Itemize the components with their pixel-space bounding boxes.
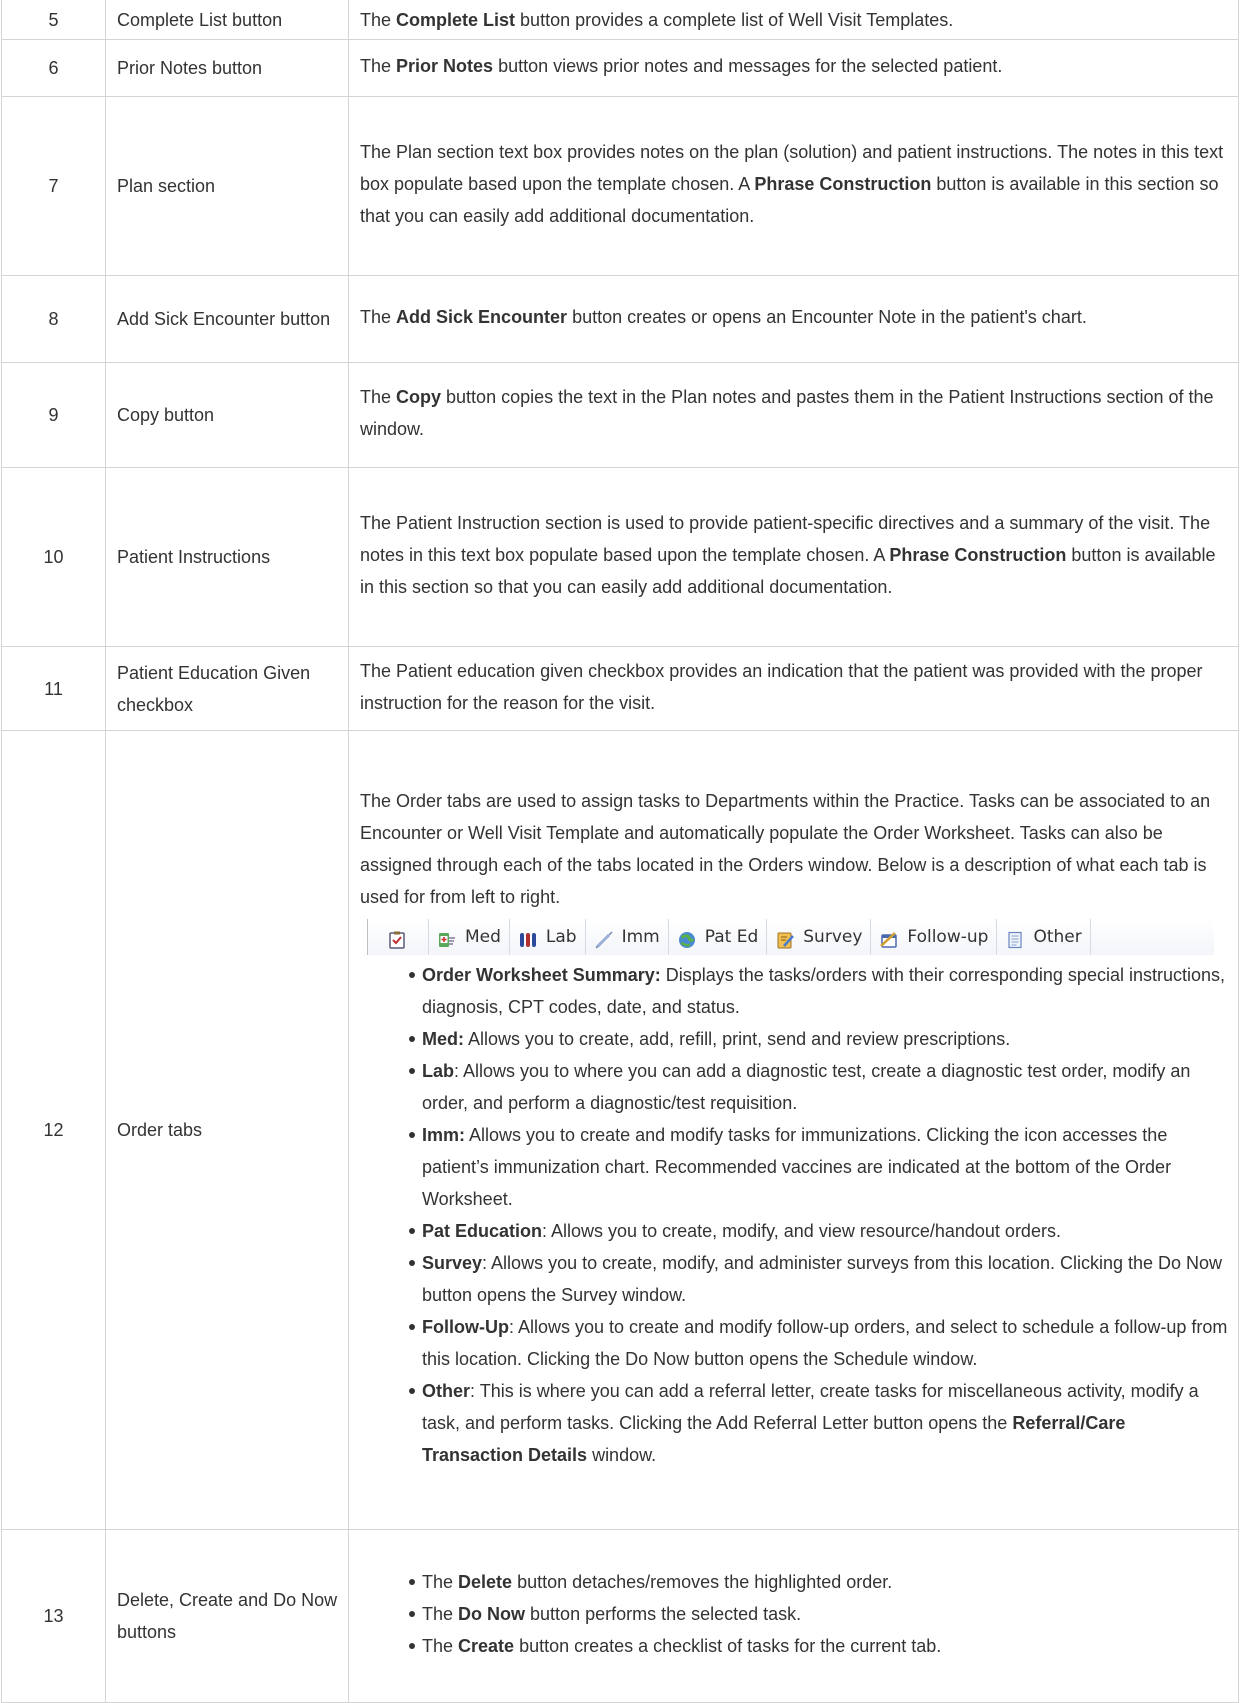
order-tab-label: Follow-up xyxy=(907,927,989,947)
row-name: Patient Instructions xyxy=(106,468,349,647)
text-run: button creates a checklist of tasks for the current tab. xyxy=(514,1636,942,1656)
order-tab[interactable] xyxy=(510,919,586,955)
row-description xyxy=(349,468,1239,647)
text-run: The xyxy=(422,1636,459,1656)
row-name: Add Sick Encounter button xyxy=(106,276,349,363)
order-tab-label: Pat Ed xyxy=(704,927,759,947)
row-description xyxy=(349,731,1239,1530)
text-run: The Patient Instruction section is used to provide patient-specific directives and a summary of the visit. The notes in this text box populate based upon the template chosen. A xyxy=(360,513,1211,565)
text-run: button copies the text in the Plan notes and pastes them in the Patient Instructions section of the window. xyxy=(360,387,1214,439)
order-tab-label: Lab xyxy=(545,927,577,947)
bold-term: Pat Education xyxy=(422,1221,543,1241)
bold-term: Do Now xyxy=(458,1604,526,1624)
bold-term: Prior Notes xyxy=(396,56,494,76)
feature-table xyxy=(1,0,1239,1703)
lab-icon xyxy=(518,927,538,947)
text-run: The xyxy=(422,1604,459,1624)
row-description xyxy=(349,276,1239,363)
text-run: Allows you to create and modify tasks for immunizations. Clicking the icon accesses the patient’s immunization chart. Recommended vaccines are indicated at the bottom of the Order Worksheet. xyxy=(422,1125,1172,1209)
order-tab-label: Imm xyxy=(621,927,660,947)
text-run: : This is where you can add a referral letter, create tasks for miscellaneous activity, modify a task, and perform tasks. Clicking the Add Referral Letter button opens the xyxy=(422,1381,1199,1433)
text-run: Displays the tasks/orders with their corresponding special instructions, diagnosis, CPT codes, date, and status. xyxy=(422,965,1225,1017)
list-item xyxy=(422,1247,1230,1311)
row-name: Prior Notes button xyxy=(106,40,349,97)
text-run: The xyxy=(360,307,397,327)
list-item xyxy=(422,1375,1230,1471)
list-item xyxy=(422,1566,1230,1598)
description-text xyxy=(360,4,1230,36)
imm-icon xyxy=(594,927,614,947)
text-run: button is available in this section so that you can easily add additional documentation. xyxy=(360,174,1219,226)
row-name: Plan section xyxy=(106,97,349,276)
list-item xyxy=(422,1215,1230,1247)
bold-term: Survey xyxy=(422,1253,483,1273)
bold-term: Phrase Construction xyxy=(889,545,1067,565)
bold-term: Imm: xyxy=(422,1125,466,1145)
text-run: The xyxy=(360,387,397,407)
table-row xyxy=(2,97,1239,276)
order-tabs-toolbar xyxy=(367,919,1214,955)
text-run: button detaches/removes the highlighted order. xyxy=(512,1572,893,1592)
row-name: Patient Education Given checkbox xyxy=(106,647,349,731)
order-tab[interactable] xyxy=(767,919,871,955)
row-name: Copy button xyxy=(106,363,349,468)
bold-term: Create xyxy=(458,1636,515,1656)
text-run: button creates or opens an Encounter Note in the patient's chart. xyxy=(567,307,1087,327)
order-tab-label: Survey xyxy=(803,927,863,947)
description-text xyxy=(360,507,1230,603)
order-tab[interactable] xyxy=(669,919,768,955)
text-run: : Allows you to create, modify, and view resource/handout orders. xyxy=(542,1221,1061,1241)
table-row xyxy=(2,363,1239,468)
text-run: The Order tabs are used to assign tasks to Departments within the Practice. Tasks can be associated to an Encounter or Well Visit Template and automatically populate the Order Worksheet. Tasks can also be assigned through each of the tabs located in the Orders window. Below is a description of what each tab is used for from left to right. xyxy=(360,791,1211,907)
order-tab-label: Other xyxy=(1033,927,1082,947)
row-description xyxy=(349,363,1239,468)
row-number: 7 xyxy=(2,97,106,276)
order-tabs-list xyxy=(360,959,1230,1471)
order-tab[interactable] xyxy=(368,919,429,955)
bold-term: Follow-Up xyxy=(422,1317,509,1337)
row-number: 12 xyxy=(2,731,106,1530)
row-number: 9 xyxy=(2,363,106,468)
order-tab[interactable] xyxy=(871,919,997,955)
bold-term: Order Worksheet Summary: xyxy=(422,965,661,985)
text-run: button performs the selected task. xyxy=(525,1604,802,1624)
list-item xyxy=(422,1119,1230,1215)
list-item xyxy=(422,959,1230,1023)
text-run: : Allows you to create and modify follow-up orders, and select to schedule a follow-up from this location. Clicking the Do Now button opens the Schedule window. xyxy=(422,1317,1228,1369)
row-description xyxy=(349,647,1239,731)
text-run: Allows you to create, add, refill, print, send and review prescriptions. xyxy=(464,1029,1011,1049)
description-text xyxy=(360,136,1230,232)
table-row xyxy=(2,40,1239,97)
other-icon xyxy=(1005,927,1025,947)
list-item xyxy=(422,1630,1230,1662)
list-item xyxy=(422,1023,1230,1055)
order-tab[interactable] xyxy=(429,919,510,955)
row-number: 10 xyxy=(2,468,106,647)
description-text xyxy=(360,785,1230,913)
bold-term: Copy xyxy=(396,387,442,407)
table-row xyxy=(2,276,1239,363)
table-row xyxy=(2,0,1239,40)
bold-term: Phrase Construction xyxy=(754,174,932,194)
text-run: window. xyxy=(587,1445,657,1465)
row-description xyxy=(349,0,1239,40)
follow-up-icon xyxy=(879,927,899,947)
text-run: button provides a complete list of Well Visit Templates. xyxy=(515,9,954,30)
order-tab[interactable] xyxy=(586,919,669,955)
order-tab[interactable] xyxy=(997,919,1090,955)
list-item xyxy=(422,1055,1230,1119)
description-text xyxy=(360,50,1230,82)
row-number: 5 xyxy=(2,0,106,40)
bold-term: Add Sick Encounter xyxy=(396,307,568,327)
bold-term: Delete xyxy=(458,1572,513,1592)
row-number: 11 xyxy=(2,647,106,731)
bold-term: Other xyxy=(422,1381,471,1401)
row-number: 6 xyxy=(2,40,106,97)
table-row xyxy=(2,647,1239,731)
row-description xyxy=(349,97,1239,276)
row-number: 8 xyxy=(2,276,106,363)
list-item xyxy=(422,1311,1230,1375)
order-worksheet-icon xyxy=(387,927,407,947)
row-name: Delete, Create and Do Now buttons xyxy=(106,1530,349,1703)
description-text xyxy=(360,381,1230,445)
table-row xyxy=(2,731,1239,1530)
list-item xyxy=(422,1598,1230,1630)
row-name: Order tabs xyxy=(106,731,349,1530)
text-run: : Allows you to create, modify, and administer surveys from this location. Clicking the Do Now button opens the Survey window. xyxy=(422,1253,1223,1305)
row-name: Complete List button xyxy=(106,0,349,40)
text-run: button is available in this section so that you can easily add additional documentation. xyxy=(360,545,1216,597)
bold-term: Lab xyxy=(422,1061,455,1081)
row-number: 13 xyxy=(2,1530,106,1703)
text-run: button views prior notes and messages for the selected patient. xyxy=(493,56,1003,76)
bold-term: Med: xyxy=(422,1029,464,1049)
description-text xyxy=(360,301,1230,333)
row-description xyxy=(349,1530,1239,1703)
text-run: The xyxy=(360,56,397,76)
text-run: The xyxy=(360,9,397,30)
pat-ed-icon xyxy=(677,927,697,947)
survey-icon xyxy=(775,927,795,947)
text-run: The Plan section text box provides notes on the plan (solution) and patient instructions. The notes in this text box populate based upon the template chosen. A xyxy=(360,142,1224,194)
row-description xyxy=(349,40,1239,97)
text-run: The xyxy=(422,1572,459,1592)
table-row xyxy=(2,1530,1239,1703)
description-text xyxy=(360,655,1230,719)
text-run: : Allows you to where you can add a diagnostic test, create a diagnostic test order, modify an order, and perform a diagnostic/test requisition. xyxy=(422,1061,1191,1113)
bold-term: Referral/Care Transaction Details xyxy=(422,1413,1126,1465)
table-row xyxy=(2,468,1239,647)
text-run: The Patient education given checkbox provides an indication that the patient was provided with the proper instruction for the reason for the visit. xyxy=(360,660,1203,713)
bold-term: Complete List xyxy=(396,9,516,30)
order-tab-label: Med xyxy=(465,927,501,947)
med-icon xyxy=(437,927,457,947)
buttons-list xyxy=(360,1566,1230,1662)
